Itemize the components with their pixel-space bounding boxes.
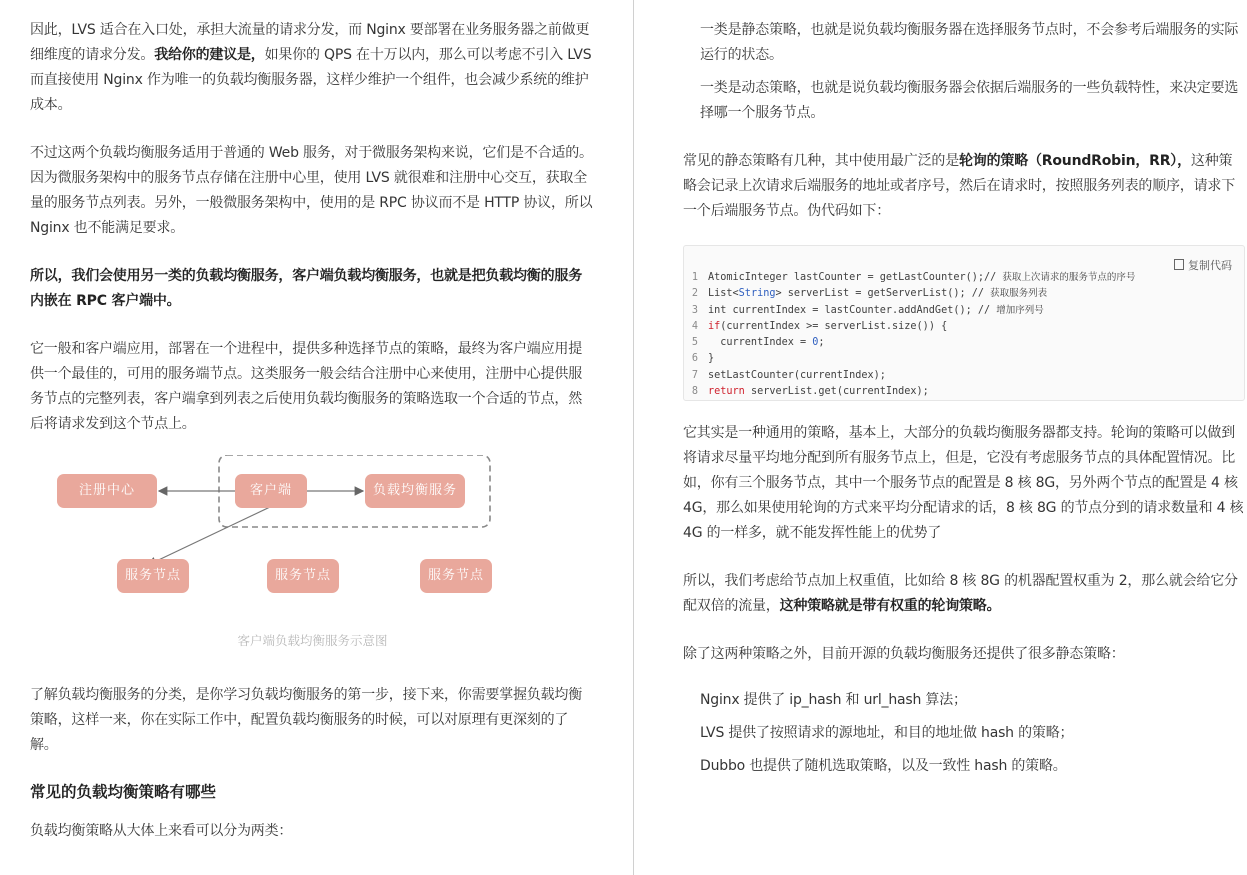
code-line [684,335,1244,351]
paragraph-text: 所以，我们考虑给节点加上权重值，比如给 8 核 8G 的机器配置权重为 2，那么就会给它分配双倍的流量， [683,573,1238,614]
code-type: String [738,288,776,300]
code-text: > serverList = getServerList(); // [775,288,991,300]
registry-node: 注册中心 [57,474,157,508]
code-line [684,286,1244,302]
paragraph-text: 这种策略会记录上次请求后端服务的地址或者序号，然后在请求时，按照服务列表的顺序，请求下一个后端服务节点。伪代码如下： [683,153,1235,219]
code-text: } [708,353,715,365]
code-line [684,384,1244,400]
paragraph-two-types: 负载均衡策略从大体上来看可以分为两类： [30,823,293,839]
bold-client-lb: 所以，我们会使用另一类的负载均衡服务，客户端负载均衡服务，也就是把负载均衡的服务内嵌在 RPC 客户端中。 [30,268,582,309]
right-page [683,18,1245,787]
copy-code-button[interactable] [1174,257,1232,273]
service-node-2: 服务节点 [267,559,339,593]
copy-code-label: 复制代码 [1188,259,1232,272]
diagram-caption: 客户端负载均衡服务示意图 [237,633,388,648]
list-item: LVS 提供了按照请求的源地址，和目的地址做 hash 的策略； [700,725,1074,741]
code-text: (currentIndex >= serverList.size()) { [720,320,948,332]
paragraph-lvs-nginx [30,18,595,118]
bold-suggestion: 我给你的建议是， [154,47,265,63]
paragraph-weighted [683,569,1245,619]
code-text: serverList.get(currentIndex); [744,386,929,398]
list-item: Dubbo 也提供了随机选取策略，以及一致性 hash 的策略。 [700,758,1067,774]
arrow-to-node [148,507,270,565]
line-number: 1 [691,272,698,283]
code-line [684,319,1244,335]
static-strategy-item: 一类是静态策略，也就是说负载均衡服务器在选择服务节点时，不会参考后端服务的实际运行的状态。 [700,22,1239,63]
code-text: setLastCounter(currentIndex); [708,369,886,381]
paragraph-text: 因此，LVS 适合在入口处，承担大流量的请求分发，而 Nginx 要部署在业务服务器之前做更细维度的请求分发。 [30,22,590,63]
code-keyword: return [708,386,745,398]
code-line [684,303,1244,319]
code-line [684,351,1244,367]
page-divider [633,0,634,875]
lb-service-node: 负载均衡服务 [365,474,465,508]
list-item: Nginx 提供了 ip_hash 和 url_hash 算法； [700,692,967,708]
code-keyword: if [708,320,721,332]
copy-icon [1174,259,1184,270]
dynamic-strategy-item: 一类是动态策略，也就是说负载均衡服务器会依据后端服务的一些负载特性，来决定要选择哪一个服务节点。 [700,80,1239,121]
code-comment: 获取服务列表 [990,288,1048,300]
code-text: AtomicInteger lastCounter = getLastCounter();// [708,272,1003,283]
left-page [30,18,595,844]
paragraph-microservices: 不过这两个负载均衡服务适用于普通的 Web 服务，对于微服务架构来说，它们是不合适的。因为微服务架构中的服务节点存储在注册中心里，使用 LVS 就很难和注册中心交互，获取全量的服务节点列表。另外，一般微服务架构中，使用的是 RPC 协议而不是 HTTP 协议，所以 Nginx 也不能满足要求。 [30,145,593,236]
code-text: ; [818,337,825,349]
line-number: 3 [691,304,698,316]
code-line [684,270,1244,286]
bold-weighted: 这种策略就是带有权重的轮询策略。 [779,598,1001,614]
paragraph-round-robin [683,149,1245,224]
line-number: 6 [691,353,698,365]
paragraph-other-strategies: 除了这两种策略之外，目前开源的负载均衡服务还提供了很多静态策略： [683,646,1125,662]
line-number: 2 [691,288,698,300]
code-comment: 获取上次请求的服务节点的序号 [1002,272,1136,283]
line-number: 7 [691,369,698,381]
section-heading: 常见的负载均衡策略有哪些 [30,783,217,801]
client-lb-diagram [30,455,595,655]
service-node-1: 服务节点 [117,559,189,593]
code-line [684,368,1244,384]
code-number: 0 [812,337,819,349]
paragraph-client-lb-detail: 它一般和客户端应用，部署在一个进程中，提供多种选择节点的策略，最终为客户端应用提供一个最佳的，可用的服务端节点。这类服务一般会结合注册中心来使用，注册中心提供服务节点的完整列表，客户端拿到列表之后使用负载均衡服务的策略选取一个合适的节点，然后将请求发到这个节点上。 [30,341,582,432]
line-number: 5 [691,337,698,349]
paragraph-learn-strategy: 了解负载均衡服务的分类，是你学习负载均衡服务的第一步，接下来，你需要掌握负载均衡策略，这样一来，你在实际工作中，配置负载均衡服务的时候，可以对原理有更深刻的了解。 [30,687,582,753]
paragraph-text: 如果你的 QPS 在十万以内，那么可以考虑不引入 LVS 而直接使用 Nginx 作为唯一的负载均衡服务器，这样少维护一个组件，也会减少系统的维护成本。 [30,47,592,113]
line-number: 4 [691,320,698,332]
code-text: currentIndex = [708,337,813,349]
line-number: 8 [691,386,698,398]
service-node-3: 服务节点 [420,559,492,593]
code-text: int currentIndex = lastCounter.addAndGet(); // [708,304,997,316]
strategy-list [683,688,1245,779]
paragraph-general-strategy: 它其实是一种通用的策略，基本上，大部分的负载均衡服务器都支持。轮询的策略可以做到将请求尽量平均地分配到所有服务节点上，但是，它没有考虑服务节点的具体配置情况。比如，你有三个服务节点，其中一个服务节点的配置是 8 核 8G，另外两个节点的配置是 4 核 4G，那么如果使用轮询的方式来平均分配请求的话，8 核 8G 的节点分到的请求数量和 4 核 4G 的一样多，就不能发挥性能上的优势了 [683,425,1244,541]
code-lines [684,270,1244,400]
code-text: List< [708,288,739,300]
code-comment: 增加序列号 [996,304,1044,316]
client-node: 客户端 [235,474,307,508]
bold-round-robin: 轮询的策略（RoundRobin，RR）， [959,153,1191,169]
paragraph-text: 常见的静态策略有几种，其中使用最广泛的是 [683,153,959,169]
code-block [683,245,1245,401]
paragraph-client-lb [30,264,595,314]
